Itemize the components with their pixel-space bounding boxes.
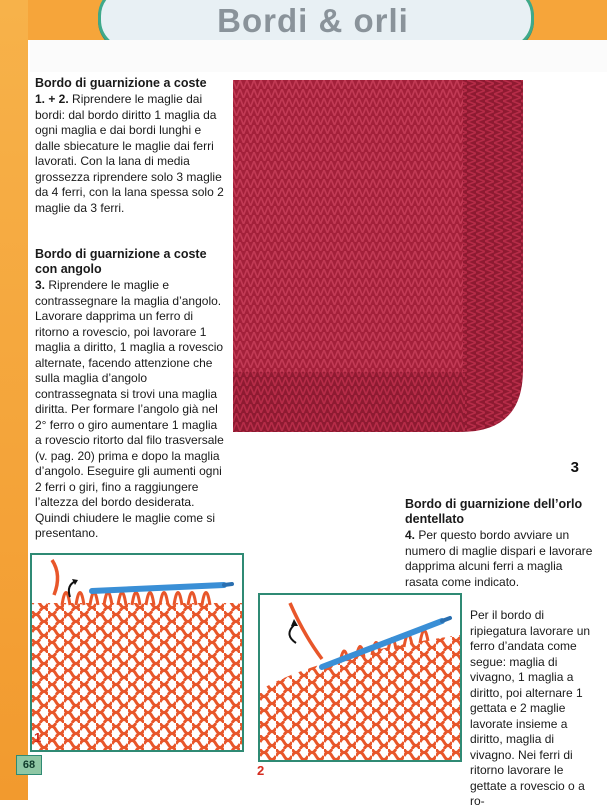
step-label: 4. xyxy=(405,528,416,542)
arrow-icon xyxy=(289,625,296,643)
figure-number-1: 1 xyxy=(34,730,42,745)
figure-number-2: 2 xyxy=(257,763,265,778)
stitch-illustration-2 xyxy=(260,595,460,760)
section-heading-picot-edge: Bordo di guarnizione dell’orlo dentellato xyxy=(405,497,583,526)
photo-figure-number: 3 xyxy=(567,459,583,476)
left-margin-band xyxy=(0,0,28,800)
page-number: 68 xyxy=(16,755,42,775)
stitch-illustration-1 xyxy=(32,555,242,750)
knit-texture xyxy=(233,80,593,482)
section-text-picot-detail: Per il bordo di ripiegatura lavorare un ferro d’andata come segue: maglia di vivagno, 1 maglia a diritto, poi alternare 1 gettata e 2 maglie lavorate insieme a diritto, maglia di vivagno. Nei ferri di ritorno lavorare le gettate a rovescio o a ro- xyxy=(470,608,591,808)
illustration-1 xyxy=(30,553,244,752)
page-title: Bordi & orli xyxy=(217,2,409,39)
section-heading-ribbed-border: Bordo di guarnizione a coste xyxy=(35,76,207,90)
step-text: Riprendere le maglie dai bordi: dal bordo diritto 1 maglia da ogni maglia e dai bordi lunghi e dalle sbiecature le maglie dai ferri lavorati. Con la lana di media grossezza riprendere solo 3 maglie da 4 ferri, con la lana spessa solo 2 maglie da 3 ferri. xyxy=(35,92,224,215)
section-text-corner-border xyxy=(35,278,227,542)
section-text-ribbed-border xyxy=(35,92,227,216)
step-text: Riprendere le maglie e contrassegnare la maglia d’angolo. Lavorare dapprima un ferro di ritorno a rovescio, poi lavorare 1 maglia a diritto, 1 maglia a rovescio alternate, facendo attenzione che sulla maglia d’angolo contrassegnata si trovi una maglia diritta. Per formare l’angolo già nel 2° ferro o giro aumentare 1 maglia a rovescio ritorto dal filo trasversale (v. pag. 20) prima e dopo la maglia d’angolo. Eseguire gli aumenti ogni 2 ferri o giri, fino a raggiungere l’altezza del bordo desiderata. Quindi chiudere le maglie come si presentano. xyxy=(35,278,224,540)
illustration-2 xyxy=(258,593,462,762)
step-text: Per questo bordo avviare un numero di maglie dispari e lavorare dapprima alcuni ferri a maglia rasata come indicato. xyxy=(405,528,593,589)
section-text-picot-intro xyxy=(405,528,595,590)
knit-photo xyxy=(233,80,593,482)
section-heading-corner-border: Bordo di guarnizione a coste con angolo xyxy=(35,247,207,276)
step-label: 3. xyxy=(35,278,46,292)
step-label: 1. + 2. xyxy=(35,92,69,106)
show-through-strip xyxy=(30,40,607,72)
